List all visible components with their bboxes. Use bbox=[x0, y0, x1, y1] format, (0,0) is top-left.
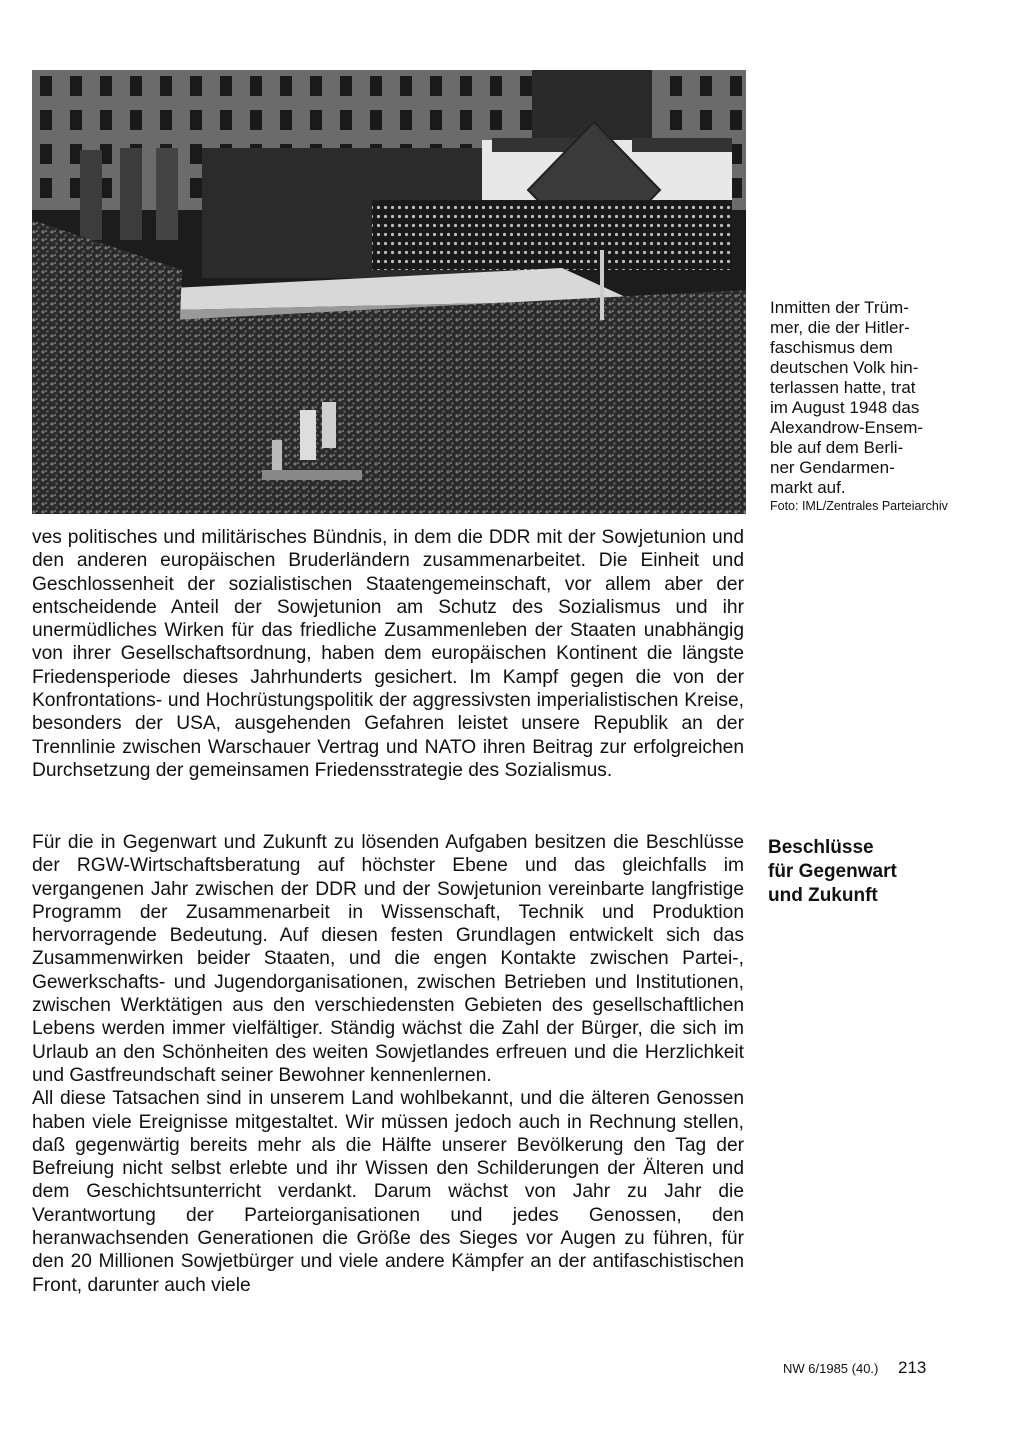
paragraph: ves politisches und militärisches Bündnis, in dem die DDR mit der Sowjetunion und den anderen europäischen Bruderländern zusammenarbeitet. Die Einheit und Geschlossenheit der sozialistischen Staatengemeinschaft, vor allem aber der entscheidende Anteil der Sowjetunion am Schutz des Sozialismus und ihr unermüdliches Wirken für das friedliche Zusammenleben der Staaten unabhängig von ihrer Gesellschaftsordnung, haben dem europäischen Kontinent die längste Friedensperiode dieses Jahrhunderts gesichert. Im Kampf gegen die von der Konfrontations- und Hochrüstungspolitik der aggressivsten imperialistischen Kreise, besonders der USA, ausgehenden Gefahren leistet unsere Republik an der Trennlinie zwischen Warschauer Vertrag und NATO ihren Beitrag zur erfolgreichen Durchsetzung der gemeinsamen Friedensstrategie des Sozialismus. bbox=[32, 527, 744, 781]
caption-line: markt auf. bbox=[770, 478, 846, 497]
margin-heading-line: und Zukunft bbox=[768, 885, 878, 906]
caption-line: deutschen Volk hin- bbox=[770, 358, 919, 377]
caption-line: faschismus dem bbox=[770, 338, 893, 357]
margin-heading-line: Beschlüsse bbox=[768, 837, 874, 858]
caption-line: mer, die der Hitler- bbox=[770, 318, 910, 337]
caption-line: Inmitten der Trüm- bbox=[770, 298, 909, 317]
caption-line: ble auf dem Berli- bbox=[770, 438, 904, 457]
page-number: 213 bbox=[898, 1358, 927, 1377]
margin-heading-line: für Gegenwart bbox=[768, 861, 897, 882]
concert-photo bbox=[32, 70, 746, 514]
paragraph: Für die in Gegenwart und Zukunft zu lösenden Aufgaben besitzen die Beschlüsse der RGW-Wirtschaftsberatung auf höchster Ebene und das gleichfalls im vergangenen Jahr zwischen der DDR und der Sowjetunion vereinbarte langfristige Programm der Zusammenarbeit in Wissenschaft, Technik und Produktion hervorragende Bedeutung. Auf diesen festen Grundlagen entwickelt sich das Zusammenwirken beider Staaten, und die engen Kontakte zwischen Partei-, Gewerkschafts- und Jugendorganisationen, zwischen Betrieben und Institutionen, zwischen Werktätigen aus den verschiedensten Gebieten des gesellschaftlichen Lebens werden immer vielfältiger. Ständig wächst die Zahl der Bürger, die sich im Urlaub an den Schönheiten des weiten Sowjetlandes erfreuen und die Herzlichkeit und Gastfreundschaft seiner Bewohner kennenlernen. bbox=[32, 832, 744, 1086]
caption-line: im August 1948 das bbox=[770, 398, 920, 417]
paragraph: All diese Tatsachen sind in unserem Land wohlbekannt, und die älteren Genossen haben viele Ereignisse mitgestaltet. Wir müssen jedoch auch in Rechnung stellen, daß gegenwärtig bereits mehr als die Hälfte unserer Bevölkerung den Tag der Befreiung nicht selbst erlebte und ihr Wissen den Schilderungen der Älteren und dem Geschichtsunterricht verdankt. Darum wächst von Jahr zu Jahr die Verantwortung der Parteiorganisationen und jedes Genossen, den heranwachsenden Generationen die Größe des Sieges vor Augen zu führen, für den 20 Millionen Sowjetbürger und viele andere Kämpfer an der antifaschistischen Front, darunter auch viele bbox=[32, 1088, 744, 1296]
caption-line: Alexandrow-Ensem- bbox=[770, 418, 924, 437]
journal-reference: NW 6/1985 (40.) bbox=[783, 1361, 879, 1376]
photo-credit: Foto: IML/Zentrales Parteiarchiv bbox=[770, 499, 948, 513]
caption-line: ner Gendarmen- bbox=[770, 458, 895, 477]
caption-line: terlassen hatte, trat bbox=[770, 378, 916, 397]
article-text-block-1 bbox=[32, 526, 744, 782]
photo-caption bbox=[770, 298, 950, 513]
concert-photo-illustration bbox=[32, 70, 746, 514]
margin-heading bbox=[768, 836, 938, 908]
article-text-block-2 bbox=[32, 831, 744, 1297]
